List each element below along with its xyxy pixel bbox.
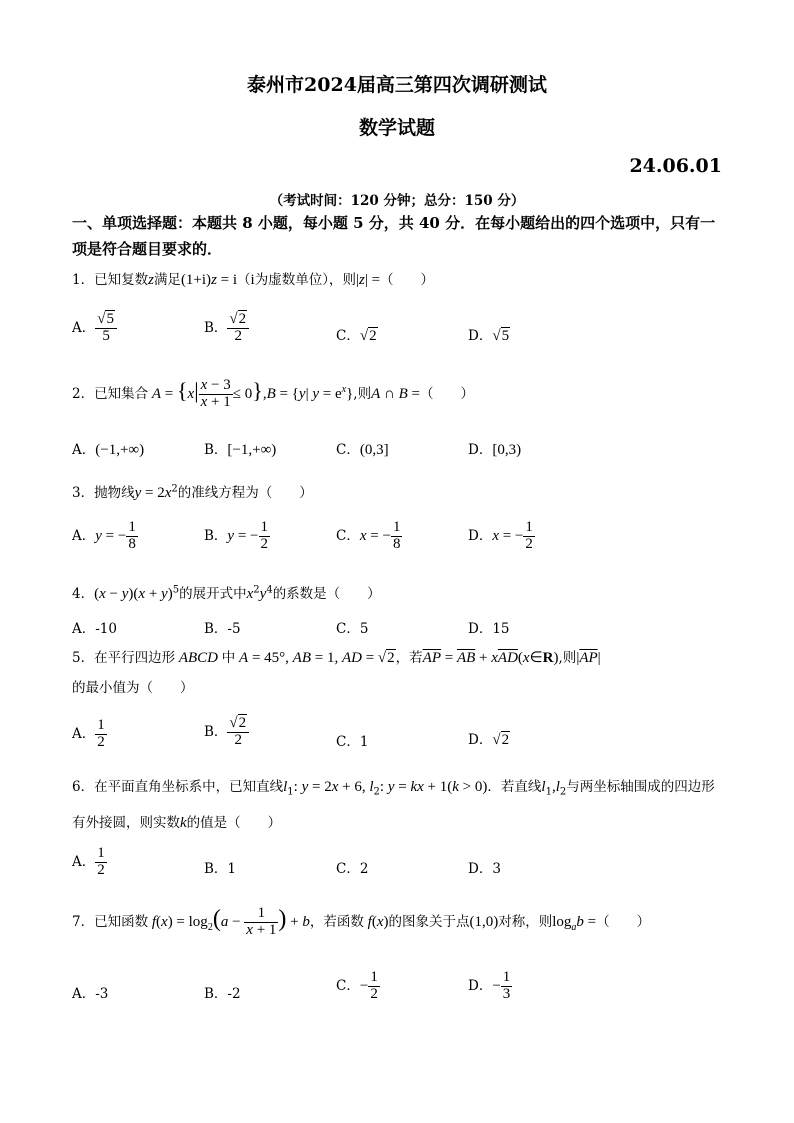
question-stem: 2．已知集合 A = {x| $\frac{x - 3}{x + 1}$ ≤ 0},B = {y| $y = e^x$},则A ∩ B =（ ） bbox=[72, 377, 474, 410]
q5-option-d[interactable]: D．√2 bbox=[468, 732, 510, 748]
q3-option-b[interactable]: B．y = − $\frac{1}{2}$ bbox=[204, 519, 269, 552]
q5-option-b[interactable]: B． $\frac{√2}{2}$ bbox=[204, 716, 249, 749]
q7-option-a[interactable]: A．-3 bbox=[72, 986, 109, 1002]
q7-option-d[interactable]: D．− $\frac{1}{3}$ bbox=[468, 969, 511, 1002]
exam-info: （考试时间：120 分钟；总分：150 分） bbox=[269, 193, 525, 209]
question-6 bbox=[72, 772, 722, 838]
q4-option-d[interactable]: D．15 bbox=[468, 621, 510, 637]
q6-option-a[interactable]: A． $\frac{1}{2}$ bbox=[72, 845, 105, 878]
q5-option-a[interactable]: A． $\frac{1}{2}$ bbox=[72, 717, 105, 750]
page-subtitle: 数学试题 bbox=[358, 117, 435, 139]
q6-option-b[interactable]: B．1 bbox=[204, 861, 237, 877]
q1-option-d[interactable]: D．√5 bbox=[468, 328, 510, 344]
section-heading: 一、单项选择题：本题共 8 小题，每小题 5 分，共 40 分．在每小题给出的四个选项中，只有一项是符合题目要求的． bbox=[72, 214, 716, 258]
question-stem: 1．已知复数z满足(1+i)z = i（i为虚数单位），则|z| =（ ） bbox=[72, 272, 435, 288]
page-title: 泰州市2024届高三第四次调研测试 bbox=[247, 74, 547, 96]
q4-option-c[interactable]: C．5 bbox=[336, 621, 369, 637]
q5-option-c[interactable]: C．1 bbox=[336, 734, 369, 750]
question-stem: 3．抛物线$y = 2x^2$的准线方程为（ ） bbox=[72, 483, 313, 501]
question-5 bbox=[72, 643, 722, 703]
question-stem: 6．在平面直角坐标系中，已知直线$l_1$: y = 2x + 6, $l_2$: y = kx + 1(k > 0)．若直线$l_1,l_2$与两坐标轴围成的四边形有外接圆，则实数k的值是（ ） bbox=[72, 779, 715, 831]
question-stem: 4．$(x - y)(x + y)^5$的展开式中$x^2y^4$的系数是（ ） bbox=[72, 584, 381, 602]
q4-option-b[interactable]: B．-5 bbox=[204, 621, 241, 637]
q1-option-a[interactable]: A． $\frac{√5}{5}$ bbox=[72, 312, 117, 345]
q1-option-b[interactable]: B． $\frac{√2}{2}$ bbox=[204, 312, 249, 345]
q4-option-a[interactable]: A．-10 bbox=[72, 621, 117, 637]
question-4 bbox=[72, 582, 381, 603]
q7-option-b[interactable]: B．-2 bbox=[204, 986, 241, 1002]
question-stem: 5．在平行四边形 ABCD 中 A = 45°, AB = 1, AD = √2，若$\overline{AP} = \overline{AB}$ + $x\overline{AD}(x\in R)$,则$|\overline{AP}|$的最小值为（ ） bbox=[72, 650, 601, 696]
q3-option-c[interactable]: C．x = − $\frac{1}{8}$ bbox=[336, 519, 401, 552]
q1-option-c[interactable]: C．√2 bbox=[336, 328, 377, 344]
q2-option-c[interactable]: C．(0,3] bbox=[336, 442, 389, 458]
q7-option-c[interactable]: C．− $\frac{1}{2}$ bbox=[336, 969, 378, 1002]
question-1 bbox=[72, 268, 434, 289]
question-3 bbox=[72, 481, 313, 502]
q2-option-d[interactable]: D．[0,3) bbox=[468, 442, 522, 458]
question-7 bbox=[72, 906, 650, 939]
q3-option-a[interactable]: A．y = − $\frac{1}{8}$ bbox=[72, 519, 136, 552]
q2-option-a[interactable]: A．(−1,+∞) bbox=[72, 442, 145, 458]
q3-option-d[interactable]: D．x = − $\frac{1}{2}$ bbox=[468, 519, 533, 552]
question-2 bbox=[72, 378, 474, 411]
q6-option-d[interactable]: D．3 bbox=[468, 861, 501, 877]
q6-option-c[interactable]: C．2 bbox=[336, 861, 369, 877]
exam-date: 24.06.01 bbox=[629, 155, 722, 177]
q2-option-b[interactable]: B．[−1,+∞) bbox=[204, 442, 277, 458]
question-stem: 7．已知函数 $f(x) = \log_2(a$ − $\frac{1}{x + 1}$ ) + b，若函数 f(x)的图象关于点(1,0)对称，则$\log_ab$ =（ ） bbox=[72, 905, 651, 938]
